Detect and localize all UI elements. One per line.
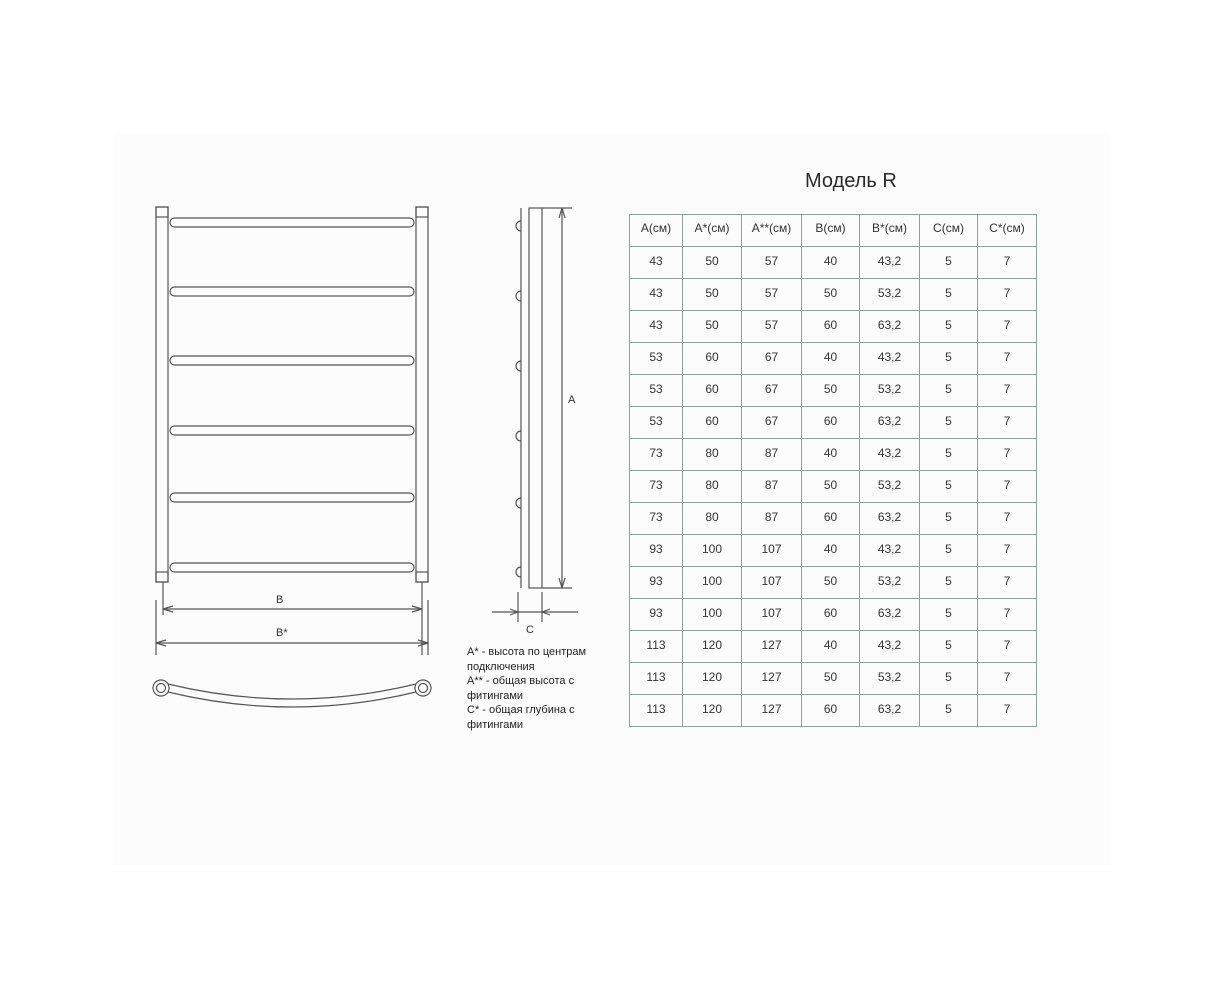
table-cell: 40 (802, 631, 860, 663)
table-cell: 7 (978, 343, 1037, 375)
table-cell: 57 (742, 279, 802, 311)
table-cell: 40 (802, 247, 860, 279)
table-cell: 127 (742, 695, 802, 727)
column-header: B*(см) (860, 215, 920, 247)
table-cell: 107 (742, 599, 802, 631)
table-cell: 53,2 (860, 567, 920, 599)
table-cell: 40 (802, 343, 860, 375)
table-cell: 67 (742, 343, 802, 375)
rungs (170, 218, 414, 572)
table-cell: 7 (978, 599, 1037, 631)
table-row (630, 279, 1037, 311)
model-title: Модель R (805, 170, 897, 192)
table-cell: 43 (630, 279, 683, 311)
note-a-star: A* - высота по центрам подключения (467, 646, 587, 673)
table-cell: 7 (978, 311, 1037, 343)
table-cell: 53,2 (860, 663, 920, 695)
table-cell: 50 (683, 311, 742, 343)
rung (170, 493, 414, 502)
table-cell: 80 (683, 471, 742, 503)
table-cell: 43,2 (860, 535, 920, 567)
table-row (630, 439, 1037, 471)
table-cell: 5 (920, 567, 978, 599)
table-cell: 60 (683, 407, 742, 439)
table-row (630, 631, 1037, 663)
label-a: A (568, 394, 576, 406)
column-header: A*(см) (683, 215, 742, 247)
table-cell: 7 (978, 407, 1037, 439)
table-cell: 5 (920, 695, 978, 727)
table-cell: 5 (920, 663, 978, 695)
right-upright (416, 207, 428, 582)
column-header: C*(см) (978, 215, 1037, 247)
label-c: C (526, 624, 534, 636)
table-cell: 7 (978, 663, 1037, 695)
table-cell: 120 (683, 631, 742, 663)
table-cell: 5 (920, 599, 978, 631)
table-cell: 43,2 (860, 247, 920, 279)
table-cell: 43,2 (860, 343, 920, 375)
table-cell: 53 (630, 343, 683, 375)
table-cell: 60 (683, 343, 742, 375)
table-cell: 7 (978, 503, 1037, 535)
table-cell: 93 (630, 567, 683, 599)
table-cell: 5 (920, 631, 978, 663)
table-cell: 50 (802, 567, 860, 599)
table-cell: 63,2 (860, 695, 920, 727)
table-cell: 63,2 (860, 311, 920, 343)
table-row (630, 599, 1037, 631)
table-cell: 50 (683, 279, 742, 311)
table-cell: 60 (802, 503, 860, 535)
table-cell: 50 (802, 279, 860, 311)
table-cell: 7 (978, 567, 1037, 599)
table-cell: 43,2 (860, 631, 920, 663)
side-stud (516, 567, 521, 577)
table-cell: 40 (802, 439, 860, 471)
table-cell: 80 (683, 439, 742, 471)
table-cell: 73 (630, 471, 683, 503)
table-cell: 53,2 (860, 471, 920, 503)
table-cell: 7 (978, 695, 1037, 727)
table-cell: 107 (742, 535, 802, 567)
table-cell: 80 (683, 503, 742, 535)
rung (170, 287, 414, 296)
rung (170, 563, 414, 572)
table-row (630, 407, 1037, 439)
table-cell: 100 (683, 599, 742, 631)
dimension-notes (467, 645, 607, 732)
table-cell: 60 (802, 311, 860, 343)
front-view (156, 207, 428, 582)
table-cell: 93 (630, 535, 683, 567)
table-cell: 53,2 (860, 375, 920, 407)
table-cell: 43 (630, 311, 683, 343)
dimension-b (163, 582, 422, 655)
table-cell: 5 (920, 343, 978, 375)
table-cell: 127 (742, 663, 802, 695)
table-cell: 87 (742, 439, 802, 471)
table-cell: 50 (802, 471, 860, 503)
column-header: C(см) (920, 215, 978, 247)
table-cell: 87 (742, 471, 802, 503)
table-cell: 67 (742, 407, 802, 439)
table-cell: 107 (742, 567, 802, 599)
table-cell: 53,2 (860, 279, 920, 311)
table-cell: 40 (802, 535, 860, 567)
table-cell: 50 (683, 247, 742, 279)
table-cell: 5 (920, 471, 978, 503)
table-cell: 120 (683, 695, 742, 727)
table-cell: 120 (683, 663, 742, 695)
table-cell: 7 (978, 279, 1037, 311)
table-cell: 113 (630, 695, 683, 727)
table-row (630, 471, 1037, 503)
side-stud (516, 291, 521, 301)
table-cell: 7 (978, 535, 1037, 567)
table-cell: 93 (630, 599, 683, 631)
table-cell: 127 (742, 631, 802, 663)
table-row (630, 695, 1037, 727)
table-cell: 43,2 (860, 439, 920, 471)
table-row (630, 663, 1037, 695)
table-cell: 5 (920, 439, 978, 471)
side-stud (516, 431, 521, 441)
table-header-row (630, 215, 1037, 247)
column-header: A**(см) (742, 215, 802, 247)
table-cell: 57 (742, 311, 802, 343)
table-cell: 87 (742, 503, 802, 535)
top-view (153, 680, 431, 707)
table-row (630, 535, 1037, 567)
table-cell: 63,2 (860, 407, 920, 439)
side-view (492, 208, 578, 622)
table-cell: 63,2 (860, 503, 920, 535)
rung (170, 218, 414, 227)
table-row (630, 503, 1037, 535)
table-cell: 5 (920, 311, 978, 343)
table-cell: 43 (630, 247, 683, 279)
note-a-double-star: A** - общая высота с фитингами (467, 675, 575, 702)
table-cell: 5 (920, 535, 978, 567)
rung (170, 426, 414, 435)
table-cell: 7 (978, 439, 1037, 471)
table-cell: 5 (920, 247, 978, 279)
note-c-star: C* - общая глубина с фитингами (467, 704, 575, 731)
column-header: A(см) (630, 215, 683, 247)
dimension-b-star (156, 600, 428, 655)
table-cell: 60 (683, 375, 742, 407)
label-b: B (276, 594, 284, 606)
rung (170, 356, 414, 365)
table-cell: 113 (630, 631, 683, 663)
table-cell: 113 (630, 663, 683, 695)
table-cell: 7 (978, 631, 1037, 663)
table-row (630, 311, 1037, 343)
table-cell: 60 (802, 407, 860, 439)
table-cell: 53 (630, 375, 683, 407)
side-stud (516, 498, 521, 508)
table-row (630, 567, 1037, 599)
table-cell: 60 (802, 599, 860, 631)
spec-table (629, 214, 1037, 727)
table-cell: 100 (683, 567, 742, 599)
table-cell: 5 (920, 407, 978, 439)
table-cell: 5 (920, 279, 978, 311)
table-cell: 7 (978, 247, 1037, 279)
table-cell: 63,2 (860, 599, 920, 631)
table-cell: 73 (630, 439, 683, 471)
table-cell: 5 (920, 503, 978, 535)
table-cell: 53 (630, 407, 683, 439)
table-cell: 50 (802, 375, 860, 407)
table-cell: 7 (978, 471, 1037, 503)
table-cell: 67 (742, 375, 802, 407)
table-cell: 57 (742, 247, 802, 279)
table-cell: 5 (920, 375, 978, 407)
table-cell: 7 (978, 375, 1037, 407)
table-body (630, 247, 1037, 727)
table-cell: 60 (802, 695, 860, 727)
table-row (630, 375, 1037, 407)
table-row (630, 343, 1037, 375)
table-cell: 50 (802, 663, 860, 695)
table-cell: 100 (683, 535, 742, 567)
label-b-star: B* (276, 627, 288, 639)
table-cell: 73 (630, 503, 683, 535)
table-row (630, 247, 1037, 279)
column-header: B(см) (802, 215, 860, 247)
side-stud (516, 221, 521, 231)
side-stud (516, 361, 521, 371)
left-upright (156, 207, 168, 582)
